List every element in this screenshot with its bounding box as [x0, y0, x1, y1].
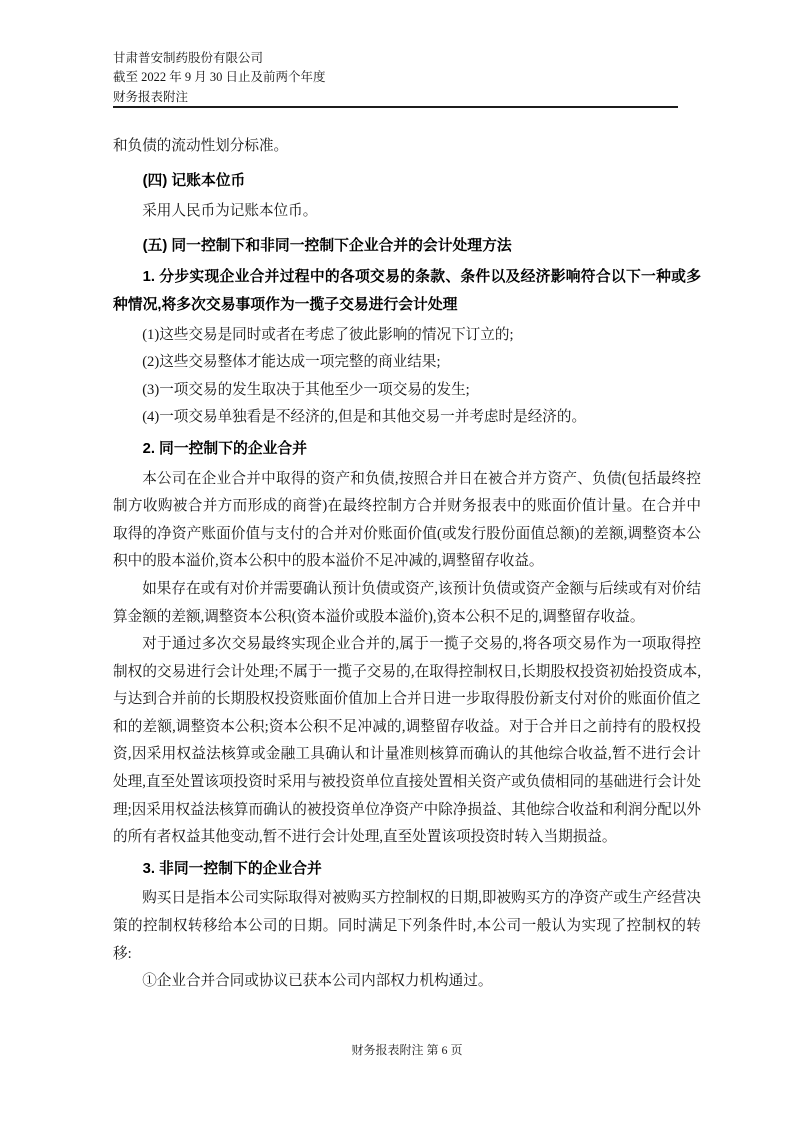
paragraph: 如果存在或有对价并需要确认预计负债或资产,该预计负债或资产金额与后续或有对价结算金额的差额,调整资本公积(资本溢价或股本溢价),资本公积不足的,调整留存收益。	[113, 580, 701, 625]
document-header	[113, 49, 678, 107]
section-heading: 1. 分步实现企业合并过程中的各项交易的条款、条件以及经济影响符合以下一种或多种情况,将多次交易事项作为一揽子交易进行会计处理	[113, 269, 701, 313]
section-heading: (五) 同一控制下和非同一控制下企业合并的会计处理方法	[142, 237, 512, 254]
company-name: 甘肃普安制药股份有限公司	[113, 51, 264, 65]
document-body	[113, 133, 701, 996]
page-footer: 财务报表附注 第 6 页	[351, 1043, 463, 1057]
paragraph: (3)一项交易的发生取决于其他至少一项交易的发生;	[142, 381, 470, 398]
header-divider	[113, 106, 678, 108]
paragraph: ①企业合并合同或协议已获本公司内部权力机构通过。	[142, 973, 493, 990]
section-heading: 3. 非同一控制下的企业合并	[142, 860, 322, 877]
report-period: 截至 2022 年 9 月 30 日止及前两个年度	[113, 70, 326, 85]
paragraph: 本公司在企业合并中取得的资产和负债,按照合并日在被合并方资产、负债(包括最终控制方收购被合并方而形成的商誉)在最终控制方合并财务报表中的账面价值计量。在合并中取得的净资产账面价值与支付的合并对价账面价值(或发行股份面值总额)的差额,调整资本公积中的股本溢价,资本公积中的股本溢价不足冲减的,调整留存收益。	[113, 470, 701, 570]
paragraph: 对于通过多次交易最终实现企业合并的,属于一揽子交易的,将各项交易作为一项取得控制权的交易进行会计处理;不属于一揽子交易的,在取得控制权日,长期股权投资初始投资成本,与达到合并前的长期股权投资账面价值加上合并日进一步取得股份新支付对价的账面价值之和的差额,调整资本公积;资本公积不足冲减的,调整留存收益。对于合并日之前持有的股权投资,因采用权益法核算或金融工具确认和计量准则核算而确认的其他综合收益,暂不进行会计处理,直至处置该项投资时采用与被投资单位直接处置相关资产或负债相同的基础进行会计处理;因采用权益法核算而确认的被投资单位净资产中除净损益、其他综合收益和利润分配以外的所有者权益其他变动,暂不进行会计处理,直至处置该项投资时转入当期损益。	[113, 636, 701, 846]
paragraph: 和负债的流动性划分标准。	[113, 138, 289, 154]
paragraph: 购买日是指本公司实际取得对被购买方控制权的日期,即被购买方的净资产或生产经营决策的控制权转移给本公司的日期。同时满足下列条件时,本公司一般认为实现了控制权的转移:	[113, 890, 701, 962]
paragraph: (2)这些交易整体才能达成一项完整的商业结果;	[142, 354, 441, 371]
section-heading: (四) 记账本位币	[142, 172, 246, 189]
section-heading: 2. 同一控制下的企业合并	[142, 440, 308, 457]
report-title: 财务报表附注	[113, 89, 189, 104]
paragraph: 采用人民币为记账本位币。	[142, 203, 318, 220]
paragraph: (4)一项交易单独看是不经济的,但是和其他交易一并考虑时是经济的。	[142, 409, 587, 426]
paragraph: (1)这些交易是同时或者在考虑了彼此影响的情况下订立的;	[142, 326, 514, 343]
